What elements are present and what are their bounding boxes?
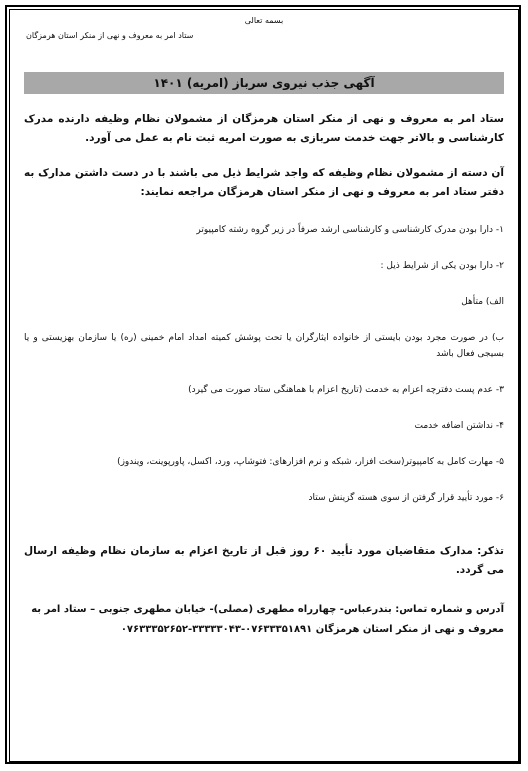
note-paragraph: تذکر: مدارک متقاضیان مورد تأیید ۶۰ روز قبل از تاریخ اعزام به سازمان نظام وظیفه ارسال می گردد. (24, 545, 504, 576)
organization-header (16, 31, 512, 40)
intro-paragraph: ستاد امر به معروف و نهی از منکر استان هرمزگان از مشمولان نظام وظیفه دارنده مدرک کارشناسی و بالاتر جهت خدمت سربازی به صورت امریه ثبت نام به عمل می آورد. (24, 113, 504, 144)
condition-item-2a: الف) متأهل (461, 297, 504, 307)
condition-item-5: ۵- مهارت کامل به کامپیوتر(سخت افزار، شبکه و نرم افزارهای: فتوشاپ، ورد، اکسل، پاورپوینت، ویندوز) (117, 457, 504, 467)
document-page (16, 12, 512, 640)
condition-item-2b: ب) در صورت مجرد بودن بایستی از خانواده ایثارگران یا تحت پوشش کمیته امداد امام خمینی (ره) یا سازمان بهزیستی و یا بسیجی فعال باشد (24, 333, 504, 359)
condition-item-1: ۱- دارا بودن مدرک کارشناسی و کارشناسی ارشد صرفاً در زیر گروه رشته کامپیوتر (196, 225, 504, 235)
condition-item-3: ۳- عدم پست دفترچه اعزام به خدمت (تاریخ اعزام با هماهنگی ستاد صورت می گیرد) (188, 385, 504, 395)
organization-name: ستاد امر به معروف و نهی از منکر استان هرمزگان (26, 31, 194, 40)
condition-item-4: ۴- نداشتن اضافه خدمت (414, 421, 504, 431)
conditions-intro: آن دسته از مشمولان نظام وظیفه که واجد شرایط ذیل می باشند با در دست داشتن مدارک به دفتر ستاد امر به معروف و نهی از منکر استان هرمزگان مراجعه نمایند: (24, 167, 504, 198)
basmala-heading: بسمه تعالی (244, 16, 284, 25)
condition-item-2: ۲- دارا بودن یکی از شرایط ذیل : (380, 261, 504, 271)
announcement-title: آگهی جذب نیروی سرباز (امریه) ۱۴۰۱ (24, 72, 504, 94)
condition-item-6: ۶- مورد تأیید قرار گرفتن از سوی هسته گزینش ستاد (308, 493, 504, 503)
contact-info: آدرس و شماره تماس: بندرعباس- چهارراه مطهری (مصلی)- خیابان مطهری جنوبی – ستاد امر به معروف و نهی از منکر استان هرمزگان ۰۷۶۳۳۳۵۱۸۹۱-۳۳۳۳۳۰۴۳-۰۷۶۳۳۳۵۲۶۵۲ (31, 604, 504, 635)
